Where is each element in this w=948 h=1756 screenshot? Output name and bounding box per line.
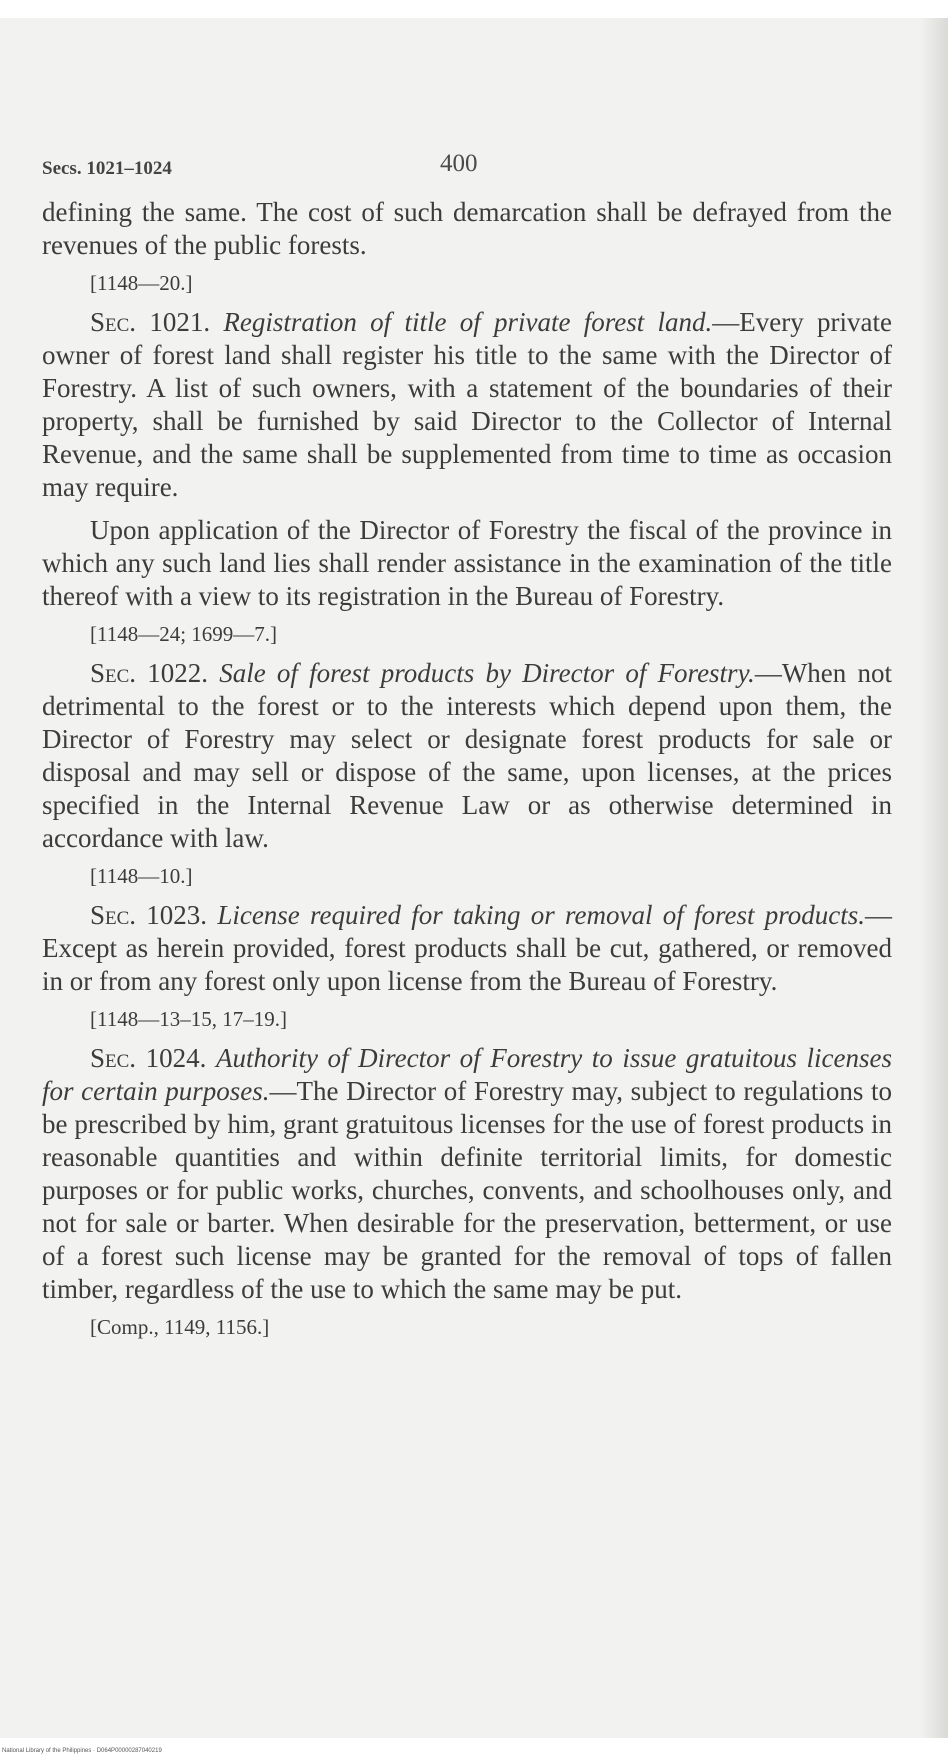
section-1024 <box>42 1042 892 1306</box>
document-page <box>0 18 948 1738</box>
section-1021 <box>42 306 892 504</box>
page-number: 400 <box>440 150 478 177</box>
citation: [1148—24; 1699—7.] <box>90 622 278 646</box>
section-title: Registration of title of private forest land. <box>223 307 713 337</box>
running-head-sections: Secs. 1021–1024 <box>42 158 172 179</box>
citation: [1148—13–15, 17–19.] <box>90 1007 287 1031</box>
section-number: Sec. 1022. <box>90 658 208 688</box>
page-body <box>42 196 892 1350</box>
section-text: —Every private owner of forest land shall register his title to the same with the Director of Forestry. A list of such owners, with a statement of the boundaries of their property, shall be furnished by said Director to the Collector of Internal Revenue, and the same shall be supplemented from time to time as occasion may require. <box>42 307 893 502</box>
section-title: Authority of Director of Forestry to issue gratuitous licenses for certain purposes. <box>42 1043 892 1106</box>
scan-footer-note: National Library of the Philippines · D064P00000287040219 <box>2 1748 162 1754</box>
citation: [1148—10.] <box>90 864 193 888</box>
intro-paragraph: defining the same. The cost of such demarcation shall be defrayed from the revenues of the public forests. <box>42 197 892 260</box>
section-1023 <box>42 899 892 998</box>
page-header <box>42 150 892 184</box>
citation: [Comp., 1149, 1156.] <box>90 1315 270 1339</box>
section-1022 <box>42 657 892 855</box>
section-title: License required for taking or removal of forest products. <box>217 900 866 930</box>
citation: [1148—20.] <box>90 271 193 295</box>
section-number: Sec. 1024. <box>90 1043 207 1073</box>
paragraph-upon-application: Upon application of the Director of Forestry the fiscal of the province in which any such land lies shall render assistance in the examination of the title thereof with a view to its registration in the Bureau of Forestry. <box>42 515 892 611</box>
section-text: —The Director of Forestry may, subject to regulations to be prescribed by him, grant gratuitous licenses for the use of forest products in reasonable quantities and within definite territorial limits, for domestic purposes or for public works, churches, convents, and schoolhouses only, and not for sale or barter. When desirable for the preservation, betterment, or use of a forest such license may be granted for the removal of tops of fallen timber, regardless of the use to which the same may be put. <box>42 1076 892 1304</box>
section-text: —Except as herein provided, forest products shall be cut, gathered, or removed in or from any forest only upon license from the Bureau of Forestry. <box>42 900 893 996</box>
section-number: Sec. 1021. <box>90 307 211 337</box>
section-title: Sale of forest products by Director of Forestry. <box>219 658 755 688</box>
section-text: —When not detrimental to the forest or to the interests which depend upon them, the Director of Forestry may select or designate forest products for sale or disposal and may sell or dispose of the same, upon licenses, at the prices specified in the Internal Revenue Law or as otherwise determined in accordance with law. <box>42 658 892 853</box>
section-number: Sec. 1023. <box>90 900 208 930</box>
